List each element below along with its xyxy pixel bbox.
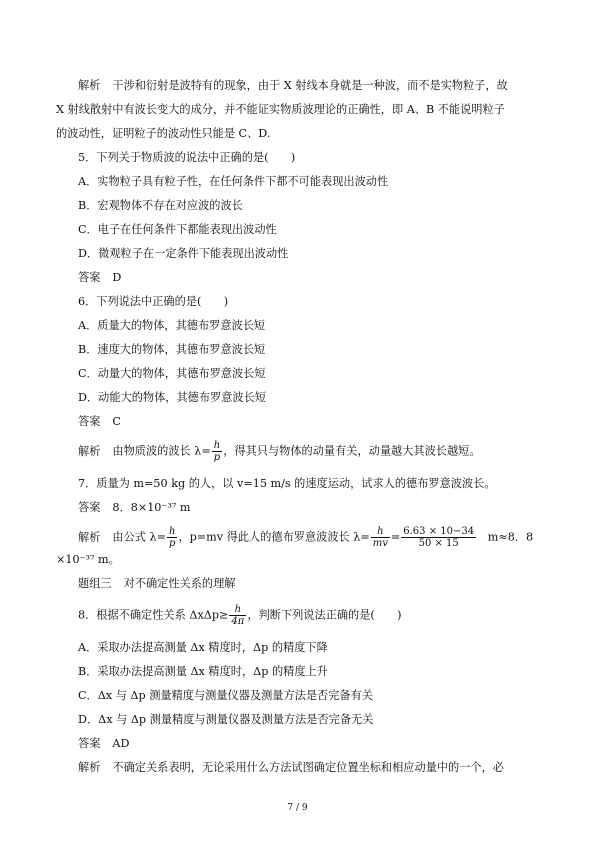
fraction-numerator: 6.63 × 10−34 — [403, 526, 475, 537]
question-6-option-b: B．速度大的物体，其德布罗意波长短 — [78, 343, 266, 356]
analysis-8 — [78, 760, 504, 775]
question-5: 5．下列关于物质波的说法中正确的是( ) — [78, 151, 296, 164]
section-group-title: 对不确定性关系的理解 — [123, 577, 236, 590]
analysis-label: 解析 — [78, 79, 101, 92]
question-6: 6．下列说法中正确的是( ) — [78, 295, 229, 308]
fraction-h-over-mv — [371, 526, 390, 549]
fraction-denominator: 4π — [231, 616, 245, 627]
answer-value: 8．8×10⁻³⁷ m — [112, 501, 191, 514]
analysis-7 — [78, 526, 533, 549]
fraction-denominator: mv — [372, 538, 388, 549]
analysis-6 — [78, 440, 481, 463]
question-5-option-b: B．宏观物体不存在对应波的波长 — [78, 199, 243, 212]
fraction-h-over-p — [167, 526, 177, 549]
analysis-text: 干涉和衍射是波特有的现象，由于 X 射线本身就是一种波，而不是实物粒子，故 — [112, 79, 508, 92]
analysis-text: ，p=mv 得此人的德布罗意波波长 λ= — [178, 530, 370, 544]
page-number: 7 / 9 — [287, 803, 308, 813]
question-8-option-d: D．Δx 与 Δp 测量精度与测量仪器及测量方法是否完备无关 — [78, 713, 374, 726]
question-5-option-c: C．电子在任何条件下都能表现出波动性 — [78, 223, 277, 236]
answer-label: 答案 — [78, 415, 101, 428]
question-text: ，判断下列说法正确的是( ) — [247, 608, 402, 622]
fraction-denominator: p — [213, 452, 221, 463]
answer-value: C — [112, 415, 121, 428]
analysis-label: 解析 — [78, 761, 101, 774]
analysis-text: 由公式 λ= — [112, 530, 166, 544]
question-5-option-a: A．实物粒子具有粒子性，在任何条件下都不可能表现出波动性 — [78, 175, 389, 188]
question-text: 8．根据不确定性关系 ΔxΔp≥ — [78, 608, 229, 622]
analysis-7-continued: ×10⁻³⁷ m。 — [56, 553, 120, 566]
answer-7 — [78, 500, 190, 515]
answer-5 — [78, 270, 121, 285]
fraction-numerator: h — [371, 526, 390, 538]
analysis-text: = — [390, 530, 401, 544]
analysis-text: m≈8．8 — [487, 530, 534, 544]
question-7: 7．质量为 m=50 kg 的人，以 v=15 m/s 的速度运动，试求人的德布罗意波波长。 — [78, 477, 496, 490]
question-8-option-a: A．采取办法提高测量 Δx 精度时，Δp 的精度下降 — [78, 641, 328, 654]
question-6-option-c: C．动量大的物体，其德布罗意波长短 — [78, 367, 266, 380]
question-6-option-d: D．动能大的物体，其德布罗意波长短 — [78, 391, 266, 404]
fraction-h-over-4pi — [229, 604, 246, 627]
fraction-h-over-p — [212, 440, 222, 463]
analysis-text: 由物质波的波长 λ= — [112, 444, 211, 458]
question-5-option-d: D．微观粒子在一定条件下能表现出波动性 — [78, 247, 289, 260]
fraction-denominator: p — [169, 538, 176, 549]
answer-value: AD — [112, 737, 130, 750]
analysis-prev-line-2: X 射线散射中有波长变大的成分，并不能证实物质波理论的正确性，即 A、B 不能说明粒子 — [56, 103, 505, 116]
section-heading — [78, 576, 235, 591]
answer-6 — [78, 414, 121, 429]
fraction-numeric — [401, 526, 476, 549]
answer-label: 答案 — [78, 271, 101, 284]
analysis-label: 解析 — [78, 530, 101, 544]
answer-label: 答案 — [78, 737, 101, 750]
question-8-option-b: B．采取办法提高测量 Δx 精度时，Δp 的精度上升 — [78, 665, 328, 678]
question-6-option-a: A．质量大的物体，其德布罗意波长短 — [78, 319, 266, 332]
analysis-prev-line-3: 的波动性，证明粒子的波动性只能是 C、D. — [56, 127, 271, 140]
answer-8 — [78, 736, 129, 751]
fraction-numerator: h — [213, 440, 221, 451]
answer-label: 答案 — [78, 501, 101, 514]
section-group-label: 题组三 — [78, 577, 112, 590]
question-8 — [78, 604, 401, 627]
answer-value: D — [112, 271, 122, 284]
fraction-numerator: h — [168, 526, 176, 537]
analysis-prev-line-1 — [78, 78, 508, 93]
fraction-numerator: h — [229, 604, 246, 616]
fraction-denominator: 50 × 15 — [418, 538, 459, 549]
question-8-option-c: C．Δx 与 Δp 测量精度与测量仪器及测量方法是否完备有关 — [78, 689, 373, 702]
analysis-label: 解析 — [78, 444, 101, 458]
analysis-text: ，得其只与物体的动量有关，动量越大其波长越短。 — [223, 444, 481, 458]
analysis-text: 不确定关系表明，无论采用什么方法试图确定位置坐标和相应动量中的一个，必 — [112, 761, 504, 774]
